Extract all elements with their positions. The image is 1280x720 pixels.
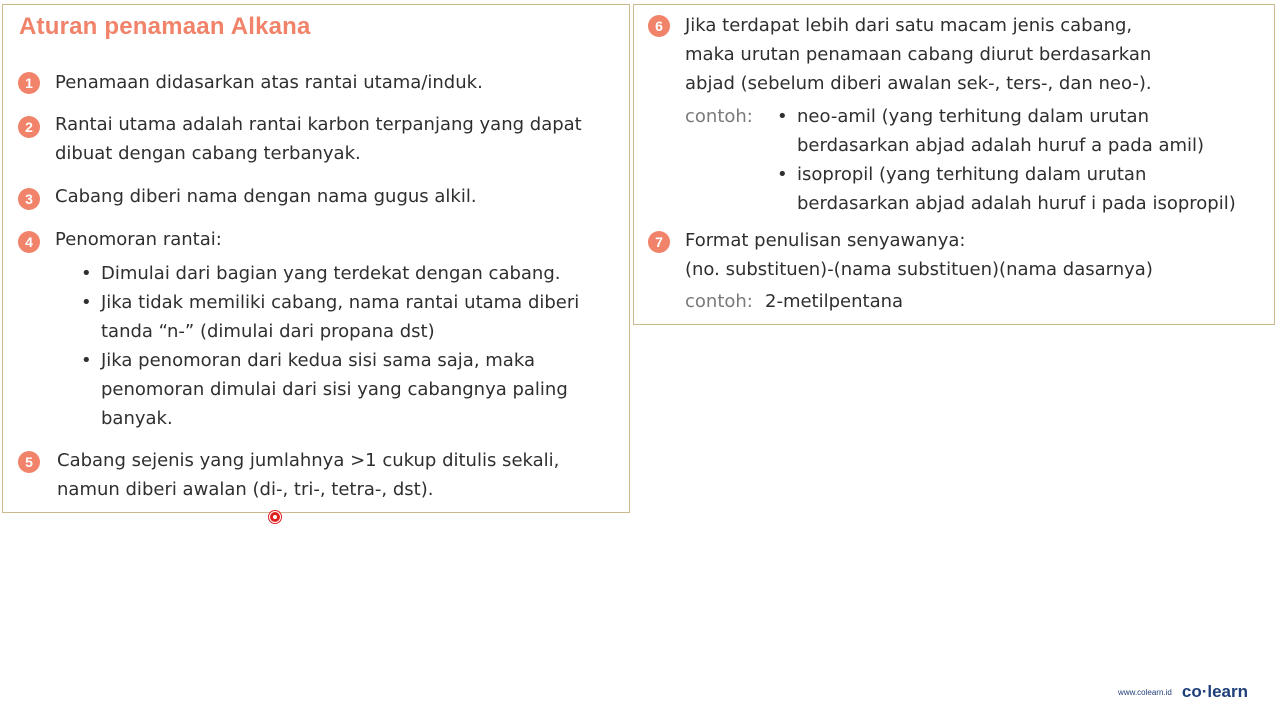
rule-1-text: [55, 68, 483, 97]
number-badge-7: 7: [648, 231, 670, 253]
rule-2-line: Rantai utama adalah rantai karbon terpanjang yang dapat: [55, 114, 582, 135]
rule-2-text: [55, 110, 582, 168]
rule-3-line: Cabang diberi nama dengan nama gugus alkil.: [55, 186, 477, 207]
number-badge-2: 2: [18, 116, 40, 138]
rule-6-line: maka urutan penamaan cabang diurut berdasarkan: [685, 44, 1152, 65]
brand-logo: co·learn: [1181, 682, 1248, 701]
list-item: • Jika tidak memiliki cabang, nama rantai utama diberi tanda “n-” (dimulai dari propana dst): [79, 288, 579, 346]
number-badge-5: 5: [18, 451, 40, 473]
example-label: contoh:: [685, 291, 753, 312]
rule-6-text: [685, 11, 1152, 98]
rules-panel-left: [2, 4, 630, 513]
panel-title: Aturan penamaan Alkana: [19, 13, 311, 40]
rule-2-line: dibuat dengan cabang terbanyak.: [55, 143, 361, 164]
brand-watermark: [1118, 682, 1248, 702]
example-value: 2-metilpentana: [765, 291, 904, 312]
rule-4-text: [55, 225, 222, 254]
number-badge-1: 1: [18, 72, 40, 94]
rule-1-line: Penamaan didasarkan atas rantai utama/induk.: [55, 72, 483, 93]
rule-5-text: [57, 446, 559, 504]
pointer-cursor: [269, 511, 281, 523]
rule-4-line: Penomoran rantai:: [55, 229, 222, 250]
rule-5-line: namun diberi awalan (di-, tri-, tetra-, dst).: [57, 479, 434, 500]
numbering-bullet-list: [79, 259, 579, 433]
rule-6-line: abjad (sebelum diberi awalan sek-, ters-, dan neo-).: [685, 73, 1152, 94]
list-item: • neo-amil (yang terhitung dalam urutan berdasarkan abjad adalah huruf a pada amil): [775, 102, 1236, 160]
example-bullet-list: [775, 102, 1236, 218]
rule-7-line: Format penulisan senyawanya:: [685, 230, 966, 251]
rules-panel-right: [633, 4, 1275, 325]
brand-url: www.colearn.id: [1118, 687, 1172, 697]
list-item: • Dimulai dari bagian yang terdekat dengan cabang.: [79, 259, 579, 288]
number-badge-6: 6: [648, 15, 670, 37]
rule-6-line: Jika terdapat lebih dari satu macam jenis cabang,: [685, 15, 1133, 36]
rule-7-line: (no. substituen)-(nama substituen)(nama dasarnya): [685, 259, 1153, 280]
list-item: • Jika penomoran dari kedua sisi sama saja, maka penomoran dimulai dari sisi yang cabangnya paling banyak.: [79, 346, 579, 433]
example-label: contoh:: [685, 106, 753, 127]
number-badge-3: 3: [18, 188, 40, 210]
list-item: • isopropil (yang terhitung dalam urutan berdasarkan abjad adalah huruf i pada isopropil): [775, 160, 1236, 218]
rule-3-text: [55, 182, 477, 211]
number-badge-4: 4: [18, 231, 40, 253]
rule-5-line: Cabang sejenis yang jumlahnya >1 cukup ditulis sekali,: [57, 450, 560, 471]
rule-7-text: [685, 226, 1153, 284]
